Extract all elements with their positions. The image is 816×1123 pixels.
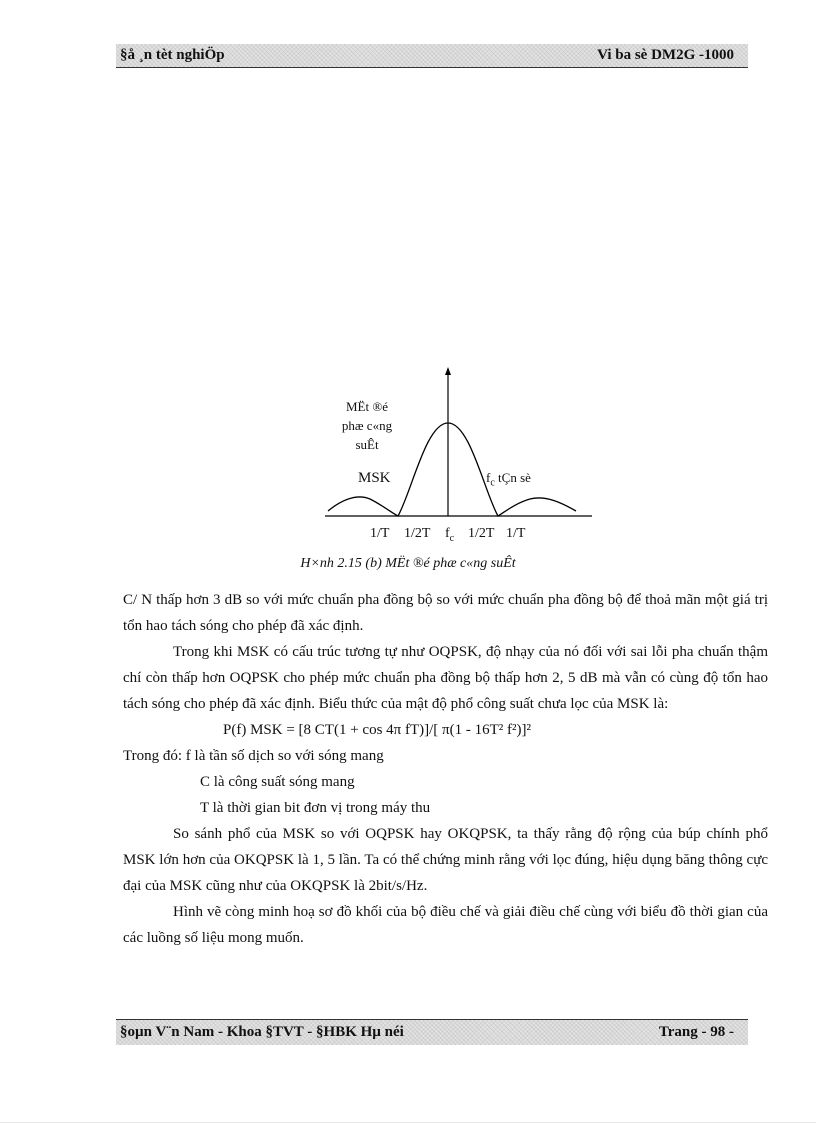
- tick-label: 1/T: [506, 526, 526, 541]
- tick-label-fc: [445, 526, 454, 544]
- paragraph-1: C/ N thấp hơn 3 dB so với mức chuẩn pha đồng bộ so với mức chuẩn pha đồng bộ để thoả mãn một giá trị tổn hao tách sóng cho phép đã xác định.: [123, 592, 768, 634]
- where-c: C là công suất sóng mang: [200, 774, 355, 790]
- msk-curve-label: MSK: [358, 470, 391, 486]
- psd-plot: [320, 365, 600, 550]
- tick-label: 1/T: [370, 526, 390, 541]
- psd-figure: [320, 365, 600, 550]
- fc-annotation-sub: c: [490, 477, 495, 489]
- fc-annotation-text: tÇn sè: [494, 470, 531, 485]
- y-axis-label-line: suÊt: [355, 437, 379, 452]
- header-thesis-title: §å ¸n tèt nghiÖp: [120, 47, 225, 63]
- tick-label: 1/2T: [404, 526, 431, 541]
- y-axis-arrow-icon: [445, 367, 451, 375]
- paragraph-4: Hình vẽ còng minh hoạ sơ đồ khối của bộ điều chế và giải điều chế cùng với biểu đồ thời gian của các luồng số liệu mong muốn.: [123, 904, 768, 946]
- where-t: T là thời gian bit đơn vị trong máy thu: [200, 800, 431, 816]
- body-text: [123, 587, 768, 951]
- tick-fc-main: f: [445, 526, 450, 541]
- page-footer: [116, 1019, 748, 1045]
- where-f: Trong đó: f là tần số dịch so với sóng mang: [123, 748, 384, 764]
- tick-fc-sub: c: [449, 532, 455, 544]
- fc-annotation: [486, 470, 531, 489]
- page-header: [116, 44, 748, 68]
- figure-caption: H×nh 2.15 (b) MËt ®é phæ c«ng suÊt: [300, 556, 516, 571]
- psd-formula: P(f) MSK = [8 CT(1 + cos 4π fT)]/[ π(1 - 16T² f²)]²: [223, 722, 531, 738]
- tick-label: 1/2T: [468, 526, 495, 541]
- header-topic-title: Vi ba sè DM2G -1000: [597, 47, 734, 63]
- footer-author: §oµn V¨n Nam - Khoa §TVT - §HBK Hµ néi: [120, 1024, 404, 1040]
- y-axis-label-line: phæ c«ng: [341, 418, 393, 433]
- fc-annotation-f: f: [486, 470, 491, 485]
- paragraph-3: So sánh phổ của MSK so với OQPSK hay OKQPSK, ta thấy rằng độ rộng của búp chính phổ MSK lớn hơn của OKQPSK là 1, 5 lần. Ta có thể chứng minh rằng với lọc đúng, hiệu dụng băng thông cực đại của MSK cũng như của OKQPSK là 2bit/s/Hz.: [123, 826, 768, 894]
- y-axis-label: [332, 397, 402, 454]
- y-axis-label-line: MËt ®é: [345, 399, 388, 414]
- page-number: Trang - 98 -: [658, 1024, 734, 1040]
- paragraph-2: Trong khi MSK có cấu trúc tương tự như OQPSK, độ nhạy của nó đối với sai lỗi pha chuẩn thậm chí còn thấp hơn OQPSK cho phép mức chuẩn pha đồng bộ thấp hơn 2, 5 dB mà vẫn có cùng độ tổn hao tách sóng cho phép đã xác định. Biểu thức của mật độ phổ công suất chưa lọc của MSK là:: [123, 644, 768, 712]
